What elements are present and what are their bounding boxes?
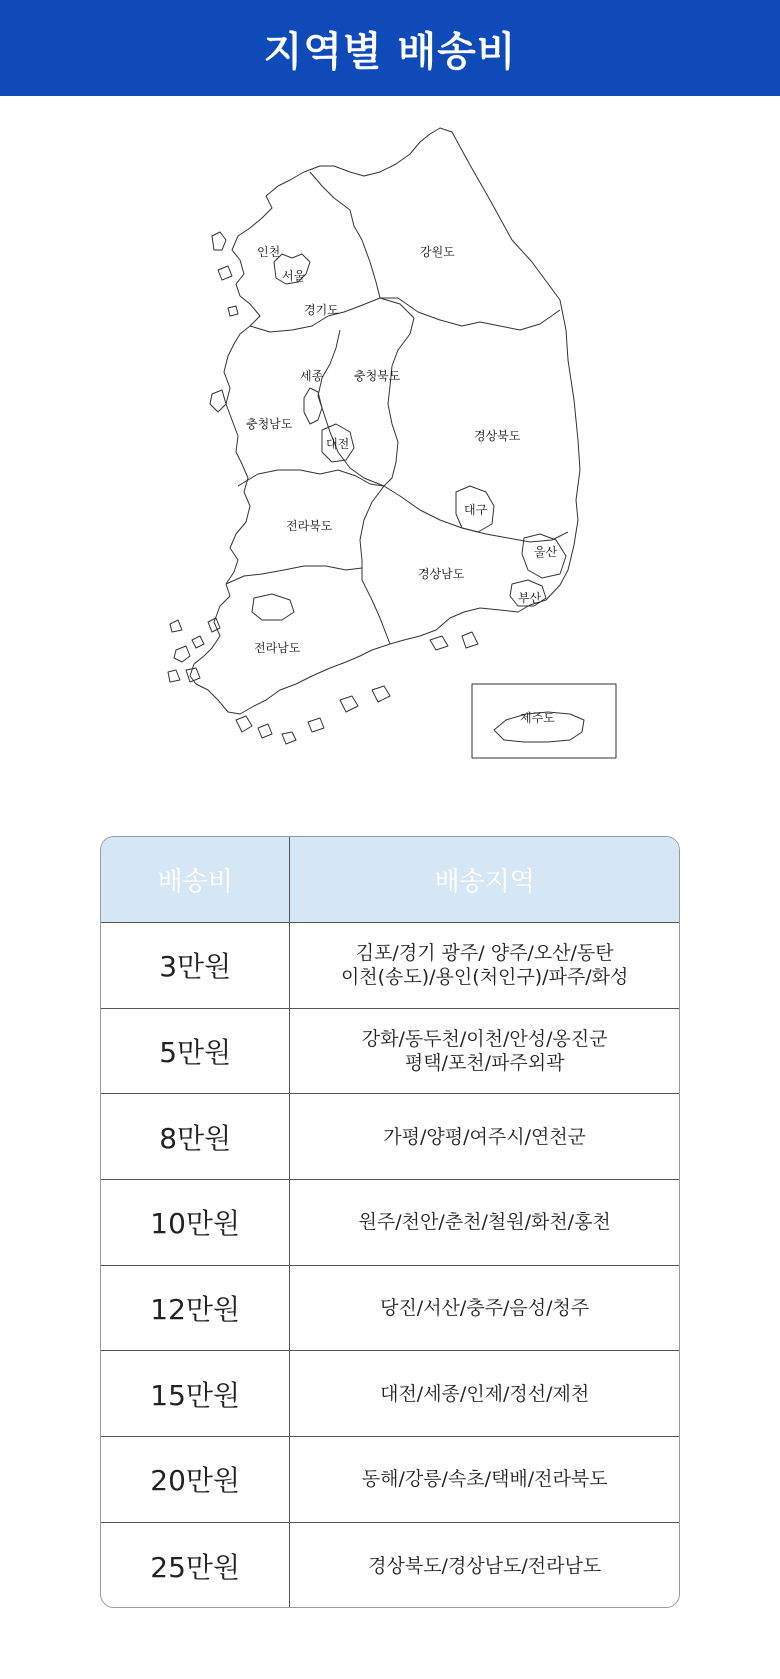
table-row [101,923,679,1009]
table-row [101,1351,679,1437]
island-11 [282,732,296,744]
label-daegu: 대구 [464,503,488,517]
fee-cell: 25만원 [101,1523,290,1608]
area-line: 당진/서산/충주/음성/청주 [380,1297,590,1320]
table-row [101,1180,679,1266]
island-5 [174,646,190,662]
border-jeonbuk-gyeongnam [360,486,390,644]
island-1 [212,232,226,250]
island-13 [340,696,358,712]
area-line: 가평/양평/여주시/연천군 [383,1125,587,1148]
fee-cell: 15만원 [101,1351,290,1436]
jeonnam-lake [252,594,294,620]
area-cell [290,1266,679,1351]
korea-map-svg [0,96,780,776]
label-gangwon: 강원도 [420,245,455,259]
table-row [101,1009,679,1095]
label-busan: 부산 [518,591,542,605]
label-gyeongbuk: 경상북도 [474,429,521,443]
area-cell [290,1437,679,1522]
border-chungbuk [384,318,414,486]
fee-cell: 12만원 [101,1266,290,1351]
island-4 [210,390,226,412]
label-jeju: 제주도 [520,711,555,725]
area-line: 경상북도/경상남도/전라남도 [368,1554,602,1577]
area-line: 대전/세종/인제/정선/제천 [380,1382,590,1405]
island-9 [236,716,252,732]
border-gyeonggi-gangwon [310,172,380,298]
border-gangwon-south [380,298,560,330]
table-row [101,1266,679,1352]
fee-cell: 20만원 [101,1437,290,1522]
island-8 [208,618,220,632]
table-header-row [101,837,679,923]
island-16 [462,632,478,648]
area-cell [290,1523,679,1608]
border-jeonbuk-south [226,566,362,584]
label-seoul: 서울 [282,269,306,283]
border-chungnam-chungbuk [318,330,384,486]
island-12 [308,718,324,732]
label-chungbuk: 충청북도 [354,369,401,383]
korea-map [0,96,780,776]
label-gyeonggi: 경기도 [304,303,339,317]
page-header [0,0,780,96]
table-row [101,1437,679,1523]
area-line: 이천(송도)/용인(처인구)/파주/화성 [340,966,629,989]
island-10 [258,724,272,738]
area-cell [290,1009,679,1094]
border-jeonbuk-north [238,470,384,486]
area-line: 강화/동두천/이천/안성/옹진군 [361,1028,608,1051]
island-14 [372,686,390,702]
table-row [101,1523,679,1608]
island-17 [170,620,182,632]
island-15 [430,636,448,650]
label-jeonnam: 전라남도 [254,641,301,655]
label-jeonbuk: 전라북도 [286,519,333,533]
label-sejong: 세종 [300,369,324,383]
shipping-fee-table [100,836,680,1608]
label-incheon: 인천 [257,245,281,259]
island-3 [228,306,238,316]
island-6 [192,636,204,648]
label-ulsan: 울산 [534,545,558,559]
area-line: 동해/강릉/속초/택배/전라북도 [361,1468,608,1491]
area-cell [290,1094,679,1179]
page-title: 지역별 배송비 [263,28,517,75]
area-cell [290,923,679,1008]
fee-cell: 3만원 [101,923,290,1008]
label-gyeongnam: 경상남도 [418,567,465,581]
area-line: 김포/경기 광주/ 양주/오산/동탄 [355,942,614,965]
area-line: 평택/포천/파주외곽 [404,1052,565,1075]
sejong-outline [304,388,322,424]
header-fee: 배송비 [101,837,290,922]
fee-cell: 10만원 [101,1180,290,1265]
area-line: 원주/천안/춘천/철원/화천/홍천 [358,1211,611,1234]
label-chungnam: 충청남도 [246,417,293,431]
table-row [101,1094,679,1180]
area-cell [290,1351,679,1436]
island-2 [218,266,232,280]
header-area: 배송지역 [434,867,535,897]
area-cell [290,1180,679,1265]
fee-cell: 5만원 [101,1009,290,1094]
island-18 [168,670,180,682]
fee-cell: 8만원 [101,1094,290,1179]
label-daejeon: 대전 [326,437,350,451]
